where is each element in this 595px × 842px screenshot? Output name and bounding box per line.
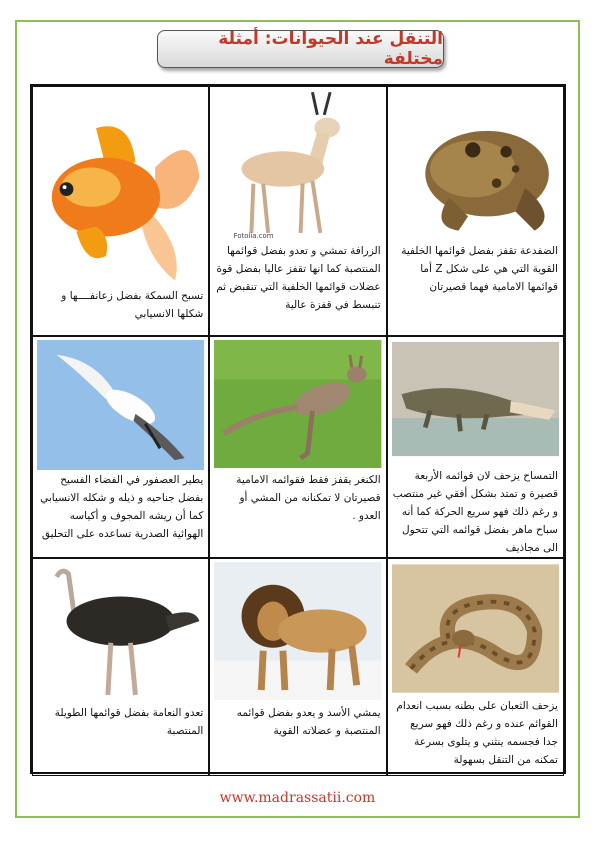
card-ostrich (32, 558, 209, 776)
lion-image (214, 561, 381, 701)
bird-image (37, 339, 204, 471)
page-title: التنقل عند الحيوانات: أمثلة مختلفة (157, 30, 444, 68)
crocodile-image (392, 339, 559, 459)
kangaroo-image (214, 339, 381, 469)
snake-image (392, 561, 559, 696)
ostrich-image (37, 561, 204, 701)
gazelle-watermark: Fotolia.com (234, 231, 274, 240)
animals-grid (30, 84, 566, 774)
card-fish (32, 86, 209, 336)
frog-image (392, 89, 559, 244)
card-snake (387, 558, 564, 776)
fish-caption: تسبح السمكة بفضل زعانفــــها و شكلها الانسيابي (61, 290, 204, 320)
crocodile-caption: التمساح يزحف لان قوائمه الأربعة قصيرة و تمتد بشكل أفقي غير منتصب و رغم ذلك فهو سريع الحركة كما أنه سباح ماهر بفضل قوائمه التي تتحول الى مجاذيف (392, 470, 558, 554)
bird-caption: يطير العصفور في الفضاء الفسيح بفضل جناحيه و ذيله و شكله الانسيابي كما أن ريشه المجوف و أكياسه الهوائية الصدرية تساعده على التحليق (40, 474, 204, 540)
lion-caption: يمشي الأسد و يعدو بفضل قوائمه المنتصبة و عضلاته القوية (236, 707, 381, 737)
gazelle-image (214, 89, 381, 244)
card-gazelle (209, 86, 386, 336)
card-kangaroo (209, 336, 386, 558)
card-crocodile (387, 336, 564, 558)
card-lion (209, 558, 386, 776)
frog-caption: الضفدعة تقفز بفضل قوائمها الخلفية القوية التي هي على شكل Z أما قوائمها الامامية فهما قصيرتان (401, 245, 558, 293)
kangaroo-caption: الكنغر يقفز فقط فقوائمه الامامية قصيرتان لا تمكنانه من المشي أو العدو . (236, 474, 381, 522)
card-bird (32, 336, 209, 558)
ostrich-caption: تعدو النعامة بفضل قوائمها الطويلة المنتصبة (54, 707, 204, 737)
snake-caption: يزحف الثعبان على بطنه بسبب انعدام القوائم عنده و رغم ذلك فهو سريع جدا فجسمه ينثني و يتلوى بسرعة تمكنه من التنقل بسهولة (396, 700, 558, 766)
goldfish-image (37, 107, 204, 287)
site-url[interactable]: www.madrassatii.com (219, 790, 376, 806)
card-frog (387, 86, 564, 336)
gazelle-caption: الزرافة تمشي و تعدو بفضل قوائمها المنتصبة كما انها تقفز عاليا بفضل قوة عضلات قوائمها الخلفية التي تنقبض ثم تنبسط في قفزة عالية (216, 245, 381, 311)
